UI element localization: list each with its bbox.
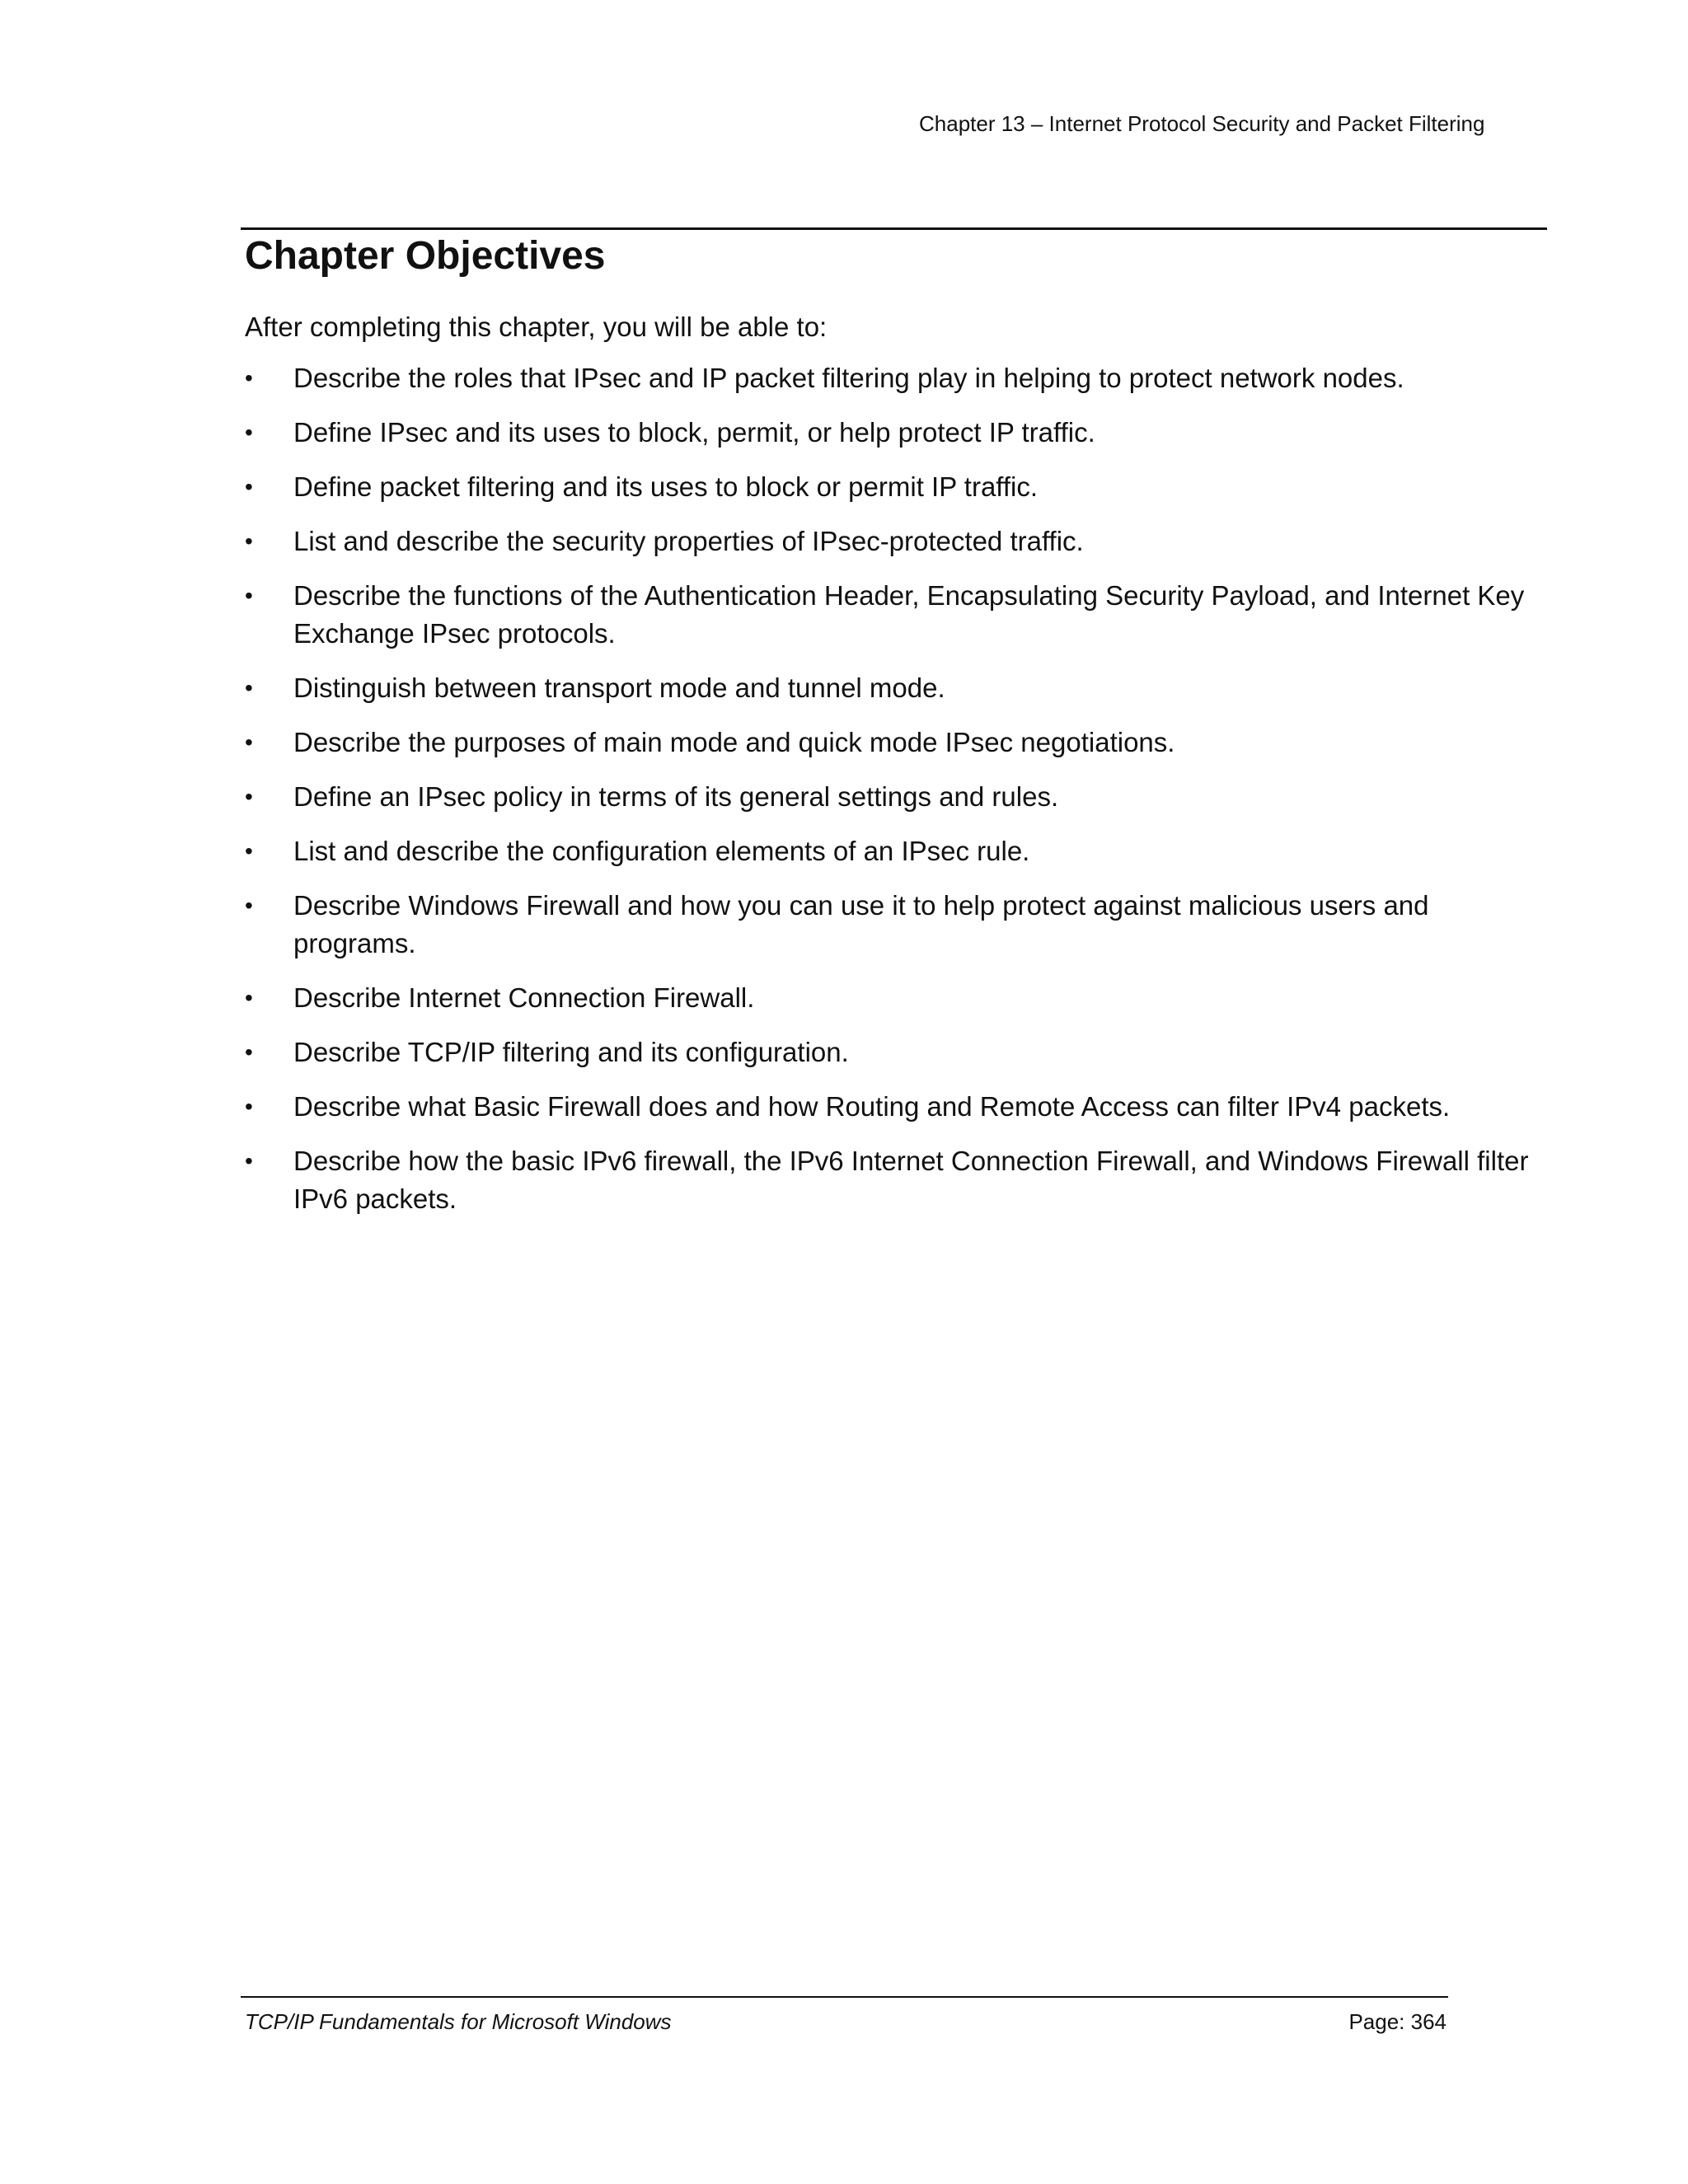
bullet-icon: • xyxy=(245,528,253,554)
bullet-icon: • xyxy=(245,365,253,391)
bullet-icon: • xyxy=(245,675,253,701)
objective-text: Describe Windows Firewall and how you can use it to help protect against malicious users and programs. xyxy=(293,890,1429,958)
objective-item xyxy=(245,979,1547,1017)
objective-item xyxy=(245,523,1547,560)
bullet-icon: • xyxy=(245,838,253,864)
footer-book-title: TCP/IP Fundamentals for Microsoft Windows xyxy=(245,2009,672,2034)
running-header: Chapter 13 – Internet Protocol Security and Packet Filtering xyxy=(919,111,1485,136)
bullet-icon: • xyxy=(245,893,253,918)
objective-item xyxy=(245,1033,1547,1071)
header-divider xyxy=(241,227,1547,230)
objective-item xyxy=(245,468,1547,506)
bullet-icon: • xyxy=(245,985,253,1010)
objective-text: Describe TCP/IP filtering and its configuration. xyxy=(293,1037,849,1067)
objective-item xyxy=(245,577,1547,653)
bullet-icon: • xyxy=(245,784,253,809)
objective-item xyxy=(245,724,1547,762)
objective-item xyxy=(245,778,1547,816)
page-number: Page: 364 xyxy=(1348,2009,1447,2034)
intro-text: After completing this chapter, you will be able to: xyxy=(245,312,828,342)
bullet-icon: • xyxy=(245,1148,253,1174)
objective-text: Describe Internet Connection Firewall. xyxy=(293,982,755,1013)
bullet-icon: • xyxy=(245,1039,253,1065)
objective-text: Describe the purposes of main mode and quick mode IPsec negotiations. xyxy=(293,727,1175,757)
objective-text: Describe what Basic Firewall does and how Routing and Remote Access can filter IPv4 packets. xyxy=(293,1091,1451,1122)
objective-text: List and describe the security properties of IPsec-protected traffic. xyxy=(293,526,1084,556)
objectives-list xyxy=(245,359,1547,1235)
objective-item xyxy=(245,887,1547,963)
objective-item xyxy=(245,832,1547,870)
objective-item xyxy=(245,359,1547,397)
objective-text: Describe the roles that IPsec and IP packet filtering play in helping to protect network nodes. xyxy=(293,363,1404,393)
bullet-icon: • xyxy=(245,729,253,755)
bullet-icon: • xyxy=(245,1094,253,1119)
footer-divider xyxy=(241,1996,1448,1998)
objective-text: Describe the functions of the Authentication Header, Encapsulating Security Payload, and Internet Key Exchange IPsec protocols. xyxy=(293,580,1525,649)
objective-item xyxy=(245,1088,1547,1126)
objective-text: Distinguish between transport mode and tunnel mode. xyxy=(293,673,945,703)
bullet-icon: • xyxy=(245,474,253,499)
objective-item xyxy=(245,669,1547,707)
objective-text: Describe how the basic IPv6 firewall, the IPv6 Internet Connection Firewall, and Windows Firewall filter IPv6 packets. xyxy=(293,1146,1529,1214)
page-title: Chapter Objectives xyxy=(245,234,606,278)
objective-text: Define packet filtering and its uses to block or permit IP traffic. xyxy=(293,471,1039,502)
bullet-icon: • xyxy=(245,419,253,445)
objective-item xyxy=(245,1142,1547,1218)
objective-item xyxy=(245,414,1547,452)
objective-text: List and describe the configuration elements of an IPsec rule. xyxy=(293,836,1030,866)
objective-text: Define an IPsec policy in terms of its general settings and rules. xyxy=(293,781,1059,812)
objective-text: Define IPsec and its uses to block, permit, or help protect IP traffic. xyxy=(293,417,1095,448)
bullet-icon: • xyxy=(245,583,253,608)
